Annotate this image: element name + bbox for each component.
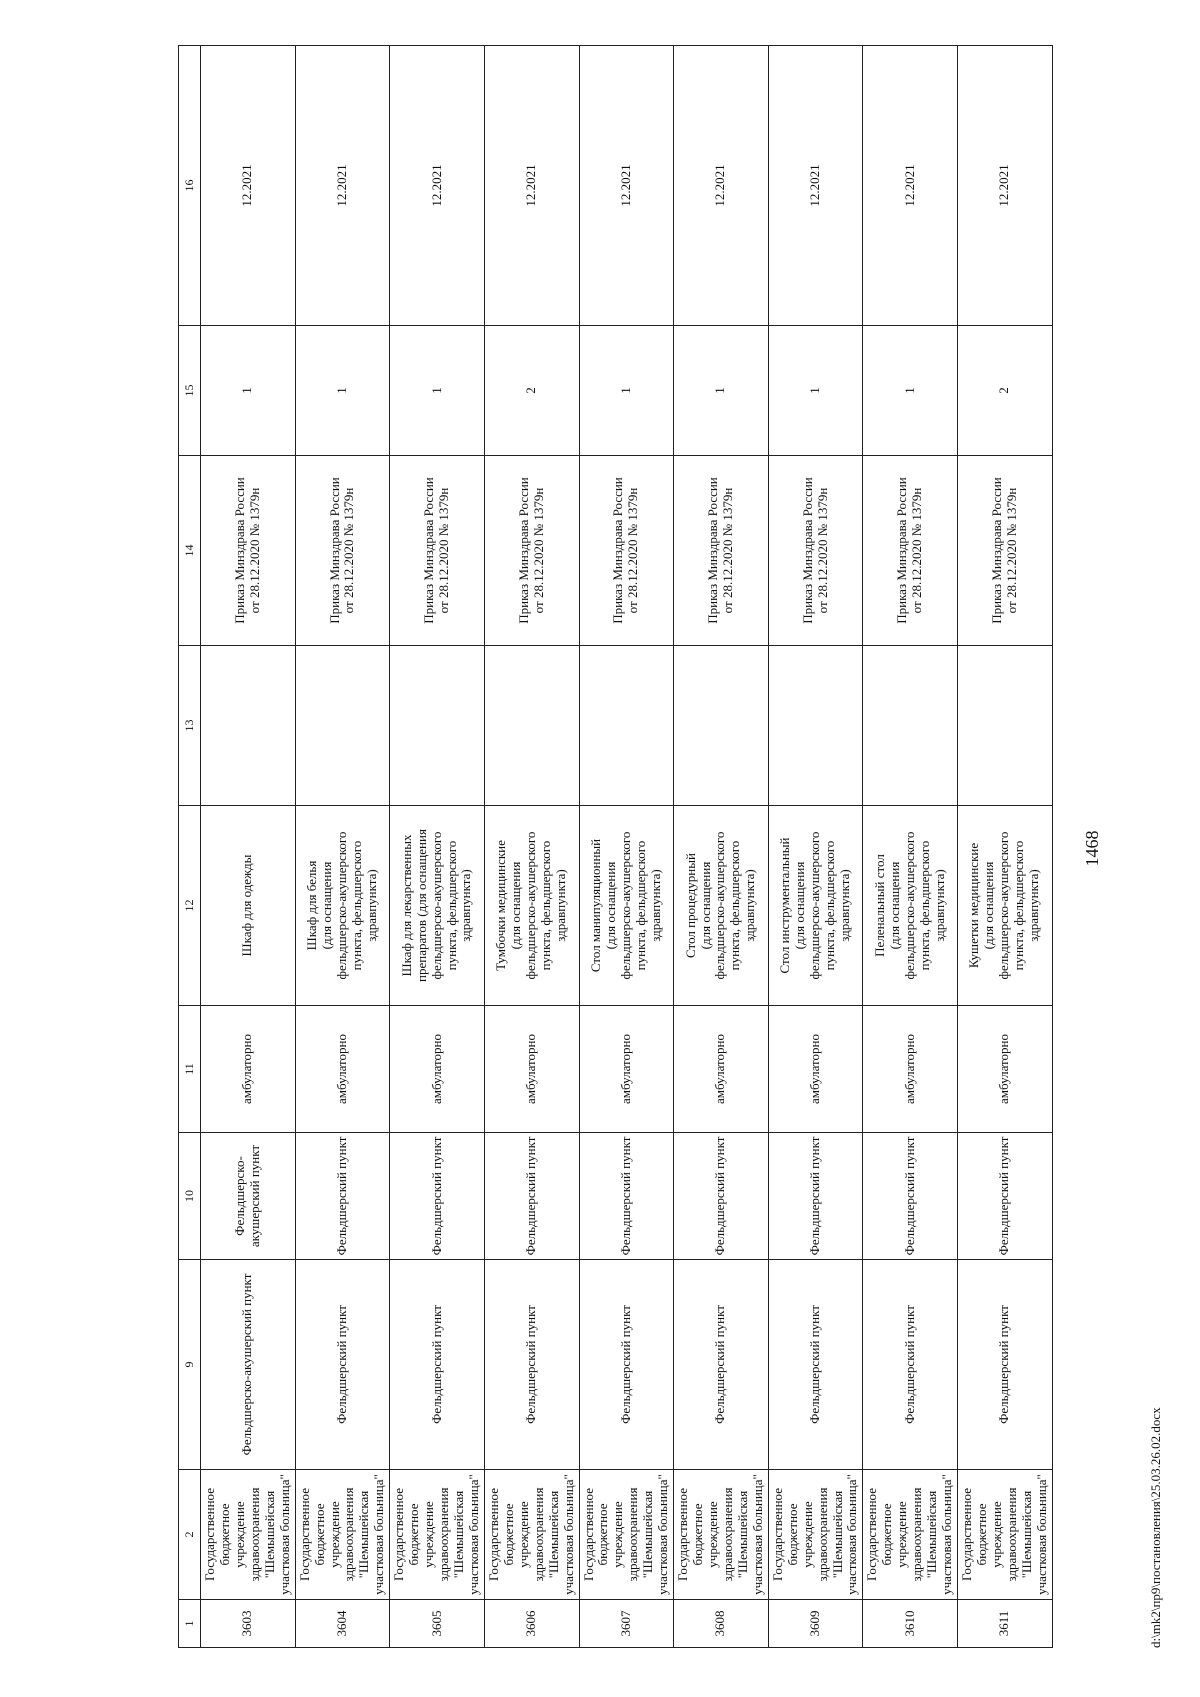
table-cell: Государственное бюджетное учреждение здравоохранения "Шемышейская участковая больница"	[390, 1470, 485, 1600]
table-cell: 3610	[863, 1600, 958, 1648]
table-cell: амбулаторно	[201, 1006, 296, 1133]
table-cell	[201, 646, 296, 806]
table-cell: 12.2021	[295, 46, 390, 326]
table-cell: 2	[484, 326, 579, 456]
table-cell: Стол инструментальный (для оснащения фельдшерско-акушерского пункта, фельдшерского здравпункта)	[768, 806, 863, 1006]
table-header-row	[179, 46, 201, 1648]
column-number-header: 15	[179, 326, 201, 456]
table-cell: 3609	[768, 1600, 863, 1648]
table-cell: Государственное бюджетное учреждение здравоохранения "Шемышейская участковая больница"	[579, 1470, 674, 1600]
table-cell	[295, 646, 390, 806]
table-row	[674, 46, 769, 1648]
table-cell: Фельдшерский пункт	[579, 1133, 674, 1260]
table-cell: 3608	[674, 1600, 769, 1648]
table-cell: Фельдшерский пункт	[295, 1133, 390, 1260]
table-row	[863, 46, 958, 1648]
table-cell	[768, 646, 863, 806]
table-cell: 12.2021	[863, 46, 958, 326]
table-cell: Фельдшерский пункт	[863, 1260, 958, 1470]
table-cell	[579, 646, 674, 806]
table-cell: 12.2021	[390, 46, 485, 326]
table-row	[768, 46, 863, 1648]
table-cell: Государственное бюджетное учреждение здравоохранения "Шемышейская участковая больница"	[958, 1470, 1053, 1600]
table-cell: Шкаф для одежды	[201, 806, 296, 1006]
table-cell: Государственное бюджетное учреждение здравоохранения "Шемышейская участковая больница"	[201, 1470, 296, 1600]
page-number: 1468	[1082, 830, 1102, 867]
table-cell: Приказ Минздрава России от 28.12.2020 № 1379н	[295, 456, 390, 646]
table-cell: Шкаф для лекарственных препаратов (для оснащения фельдшерско-акушерского пункта, фельдшерского здравпункта)	[390, 806, 485, 1006]
table-cell	[390, 646, 485, 806]
table-cell: Фельдшерско-акушерский пункт	[201, 1260, 296, 1470]
table-row	[958, 46, 1053, 1648]
table-cell: амбулаторно	[674, 1006, 769, 1133]
table-cell: 12.2021	[958, 46, 1053, 326]
table-cell: 1	[674, 326, 769, 456]
column-number-header: 1	[179, 1600, 201, 1648]
table-cell: 1	[390, 326, 485, 456]
table-cell	[484, 646, 579, 806]
table-cell: Государственное бюджетное учреждение здравоохранения "Шемышейская участковая больница"	[768, 1470, 863, 1600]
table-cell: Фельдшерский пункт	[674, 1260, 769, 1470]
table-cell: Государственное бюджетное учреждение здравоохранения "Шемышейская участковая больница"	[674, 1470, 769, 1600]
table-cell: Фельдшерский пункт	[295, 1260, 390, 1470]
table-cell: Государственное бюджетное учреждение здравоохранения "Шемышейская участковая больница"	[295, 1470, 390, 1600]
table-cell: Фельдшерский пункт	[484, 1133, 579, 1260]
column-number-header: 12	[179, 806, 201, 1006]
table-cell: 3606	[484, 1600, 579, 1648]
table-cell: Фельдшерский пункт	[484, 1260, 579, 1470]
column-number-header: 14	[179, 456, 201, 646]
table-cell: амбулаторно	[958, 1006, 1053, 1133]
table-cell: 1	[295, 326, 390, 456]
table-cell: Приказ Минздрава России от 28.12.2020 № 1379н	[484, 456, 579, 646]
table-cell: амбулаторно	[295, 1006, 390, 1133]
table-row	[201, 46, 296, 1648]
table-cell: 12.2021	[484, 46, 579, 326]
table-cell	[674, 646, 769, 806]
table-cell: амбулаторно	[579, 1006, 674, 1133]
table-cell: Фельдшерский пункт	[390, 1133, 485, 1260]
column-number-header: 16	[179, 46, 201, 326]
table-cell: Шкаф для белья (для оснащения фельдшерско-акушерского пункта, фельдшерского здравпункта)	[295, 806, 390, 1006]
table-cell: Приказ Минздрава России от 28.12.2020 № 1379н	[863, 456, 958, 646]
table-cell: 2	[958, 326, 1053, 456]
table-row	[579, 46, 674, 1648]
table-cell: Фельдшерский пункт	[768, 1260, 863, 1470]
column-number-header: 9	[179, 1260, 201, 1470]
table-cell: амбулаторно	[863, 1006, 958, 1133]
table-cell	[958, 646, 1053, 806]
footer-file-path: d:\mk2\пр9\постановления\25.03.26.02.docx	[1148, 1407, 1163, 1648]
table-cell: 1	[863, 326, 958, 456]
table-row	[390, 46, 485, 1648]
table-cell: 3607	[579, 1600, 674, 1648]
document-table	[178, 45, 1053, 1648]
table-cell: Фельдшерский пункт	[958, 1260, 1053, 1470]
table-cell: Стол процедурный (для оснащения фельдшерско-акушерского пункта, фельдшерского здравпункта)	[674, 806, 769, 1006]
table-cell: 12.2021	[201, 46, 296, 326]
table-cell	[863, 646, 958, 806]
table-cell: Фельдшерский пункт	[768, 1133, 863, 1260]
table-cell: Тумбочки медицинские (для оснащения фельдшерско-акушерского пункта, фельдшерского здравпункта)	[484, 806, 579, 1006]
table-cell: Фельдшерский пункт	[390, 1260, 485, 1470]
column-number-header: 13	[179, 646, 201, 806]
table-cell: 3603	[201, 1600, 296, 1648]
column-number-header: 2	[179, 1470, 201, 1600]
table-row	[295, 46, 390, 1648]
table-cell: 1	[201, 326, 296, 456]
table-cell: Фельдшерский пункт	[674, 1133, 769, 1260]
table-cell: Фельдшерско- акушерский пункт	[201, 1133, 296, 1260]
table-cell: Государственное бюджетное учреждение здравоохранения "Шемышейская участковая больница"	[863, 1470, 958, 1600]
table-cell: Приказ Минздрава России от 28.12.2020 № 1379н	[958, 456, 1053, 646]
table-row	[484, 46, 579, 1648]
table-cell: 3605	[390, 1600, 485, 1648]
table-cell: Приказ Минздрава России от 28.12.2020 № 1379н	[390, 456, 485, 646]
column-number-header: 10	[179, 1133, 201, 1260]
table-cell: Приказ Минздрава России от 28.12.2020 № 1379н	[201, 456, 296, 646]
table-cell: Кушетки медицинские (для оснащения фельдшерско-акушерского пункта, фельдшерского здравпункта)	[958, 806, 1053, 1006]
table-cell: Приказ Минздрава России от 28.12.2020 № 1379н	[674, 456, 769, 646]
table-cell: 12.2021	[768, 46, 863, 326]
table-cell: амбулаторно	[768, 1006, 863, 1133]
table-cell: амбулаторно	[484, 1006, 579, 1133]
table-cell: Пеленальный стол (для оснащения фельдшерско-акушерского пункта, фельдшерского здравпункта)	[863, 806, 958, 1006]
table-cell: Фельдшерский пункт	[579, 1260, 674, 1470]
table-cell: 1	[768, 326, 863, 456]
table-cell: 3604	[295, 1600, 390, 1648]
table-cell: 12.2021	[674, 46, 769, 326]
table-cell: Фельдшерский пункт	[863, 1133, 958, 1260]
table-cell: амбулаторно	[390, 1006, 485, 1133]
table-cell: Приказ Минздрава России от 28.12.2020 № 1379н	[579, 456, 674, 646]
table-cell: Стол манипуляционный (для оснащения фельдшерско-акушерского пункта, фельдшерского здравпункта)	[579, 806, 674, 1006]
table-cell: 1	[579, 326, 674, 456]
table-cell: 12.2021	[579, 46, 674, 326]
table-cell: Приказ Минздрава России от 28.12.2020 № 1379н	[768, 456, 863, 646]
table-cell: Фельдшерский пункт	[958, 1133, 1053, 1260]
column-number-header: 11	[179, 1006, 201, 1133]
table-cell: Государственное бюджетное учреждение здравоохранения "Шемышейская участковая больница"	[484, 1470, 579, 1600]
table-cell: 3611	[958, 1600, 1053, 1648]
